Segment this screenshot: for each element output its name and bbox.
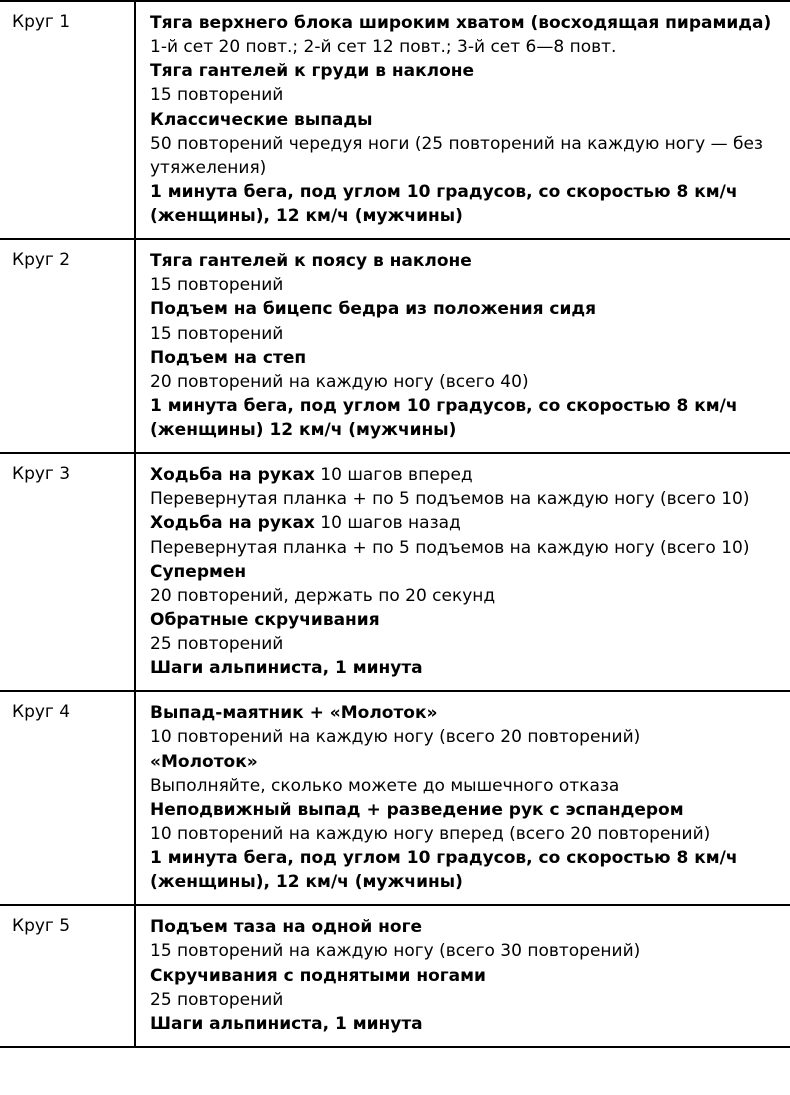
round-exercises	[135, 1, 790, 239]
exercise-name: Подъем таза на одной ноге	[150, 917, 422, 938]
exercise-name: Супермен	[150, 561, 247, 582]
table-row	[0, 691, 790, 905]
exercise-name: Тяга гантелей к поясу в наклоне	[150, 251, 472, 272]
exercise-detail: 20 повторений, держать по 20 секунд	[150, 585, 496, 606]
round-label: Круг 3	[0, 453, 135, 691]
exercise-detail: 1-й сет 20 повт.; 2-й сет 12 повт.; 3-й сет 6—8 повт.	[150, 37, 617, 58]
exercise-detail: 25 повторений	[150, 634, 284, 654]
exercise-detail: 15 повторений	[150, 323, 284, 344]
exercise-name: 1 минута бега, под углом 10 градусов, со скоростью 8 км/ч (женщины), 12 км/ч (мужчины)	[150, 181, 738, 226]
exercise-detail-part: 10 шагов вперед	[314, 465, 473, 486]
exercise-name-part: Ходьба на руках	[150, 465, 315, 486]
exercise-name: «Молоток»	[150, 751, 258, 772]
exercise-detail: Перевернутая планка + по 5 подъемов на каждую ногу (всего 10)	[150, 537, 750, 558]
exercise-name: Шаги альпиниста, 1 минута	[150, 658, 423, 679]
round-label: Круг 2	[0, 239, 135, 453]
exercise-name: Тяга гантелей к груди в наклоне	[150, 61, 475, 82]
exercise-name: Неподвижный выпад + разведение рук с эспандером	[150, 799, 684, 820]
workout-table-body	[0, 1, 790, 1047]
exercise-detail: 15 повторений	[150, 85, 284, 106]
exercise-detail: 15 повторений на каждую ногу (всего 30 повторений)	[150, 941, 641, 962]
exercise-name: 1 минута бега, под углом 10 градусов, со скоростью 8 км/ч (женщины) 12 км/ч (мужчины)	[150, 395, 738, 440]
exercise-name: 1 минута бега, под углом 10 градусов, со скоростью 8 км/ч (женщины), 12 км/ч (мужчины)	[150, 848, 738, 893]
round-exercises	[135, 453, 790, 691]
exercise-name	[150, 463, 780, 487]
exercise-detail-part: 10 шагов назад	[314, 513, 461, 534]
exercise-name: Классические выпады	[150, 109, 373, 130]
table-row	[0, 239, 790, 453]
exercise-detail: Перевернутая планка + по 5 подъемов на каждую ногу (всего 10)	[150, 489, 750, 510]
exercise-name: Тяга верхнего блока широким хватом (восходящая пирамида)	[150, 13, 772, 33]
round-label: Круг 1	[0, 1, 135, 239]
exercise-detail: 25 повторений	[150, 989, 284, 1010]
round-exercises	[135, 905, 790, 1047]
round-label: Круг 4	[0, 691, 135, 905]
exercise-detail: 50 повторений чередуя ноги (25 повторений на каждую ногу — без утяжеления)	[150, 133, 763, 178]
exercise-name	[150, 511, 780, 535]
exercise-name: Подъем на степ	[150, 347, 307, 368]
table-row	[0, 905, 790, 1047]
exercise-detail: 10 повторений на каждую ногу (всего 20 повторений)	[150, 727, 641, 748]
exercise-name: Подъем на бицепс бедра из положения сидя	[150, 299, 597, 320]
exercise-detail: 10 повторений на каждую ногу вперед (всего 20 повторений)	[150, 823, 711, 844]
exercise-detail: Выполняйте, сколько можете до мышечного отказа	[150, 775, 620, 796]
exercise-detail: 20 повторений на каждую ногу (всего 40)	[150, 371, 529, 392]
exercise-name: Обратные скручивания	[150, 609, 380, 630]
exercise-name: Выпад-маятник + «Молоток»	[150, 703, 438, 724]
round-exercises	[135, 691, 790, 905]
exercise-detail: 15 повторений	[150, 275, 284, 296]
table-row	[0, 1, 790, 239]
round-exercises	[135, 239, 790, 453]
exercise-name: Скручивания с поднятыми ногами	[150, 965, 486, 986]
exercise-name: Шаги альпиниста, 1 минута	[150, 1013, 423, 1034]
exercise-name-part: Ходьба на руках	[150, 513, 315, 534]
table-row	[0, 453, 790, 691]
round-label: Круг 5	[0, 905, 135, 1047]
